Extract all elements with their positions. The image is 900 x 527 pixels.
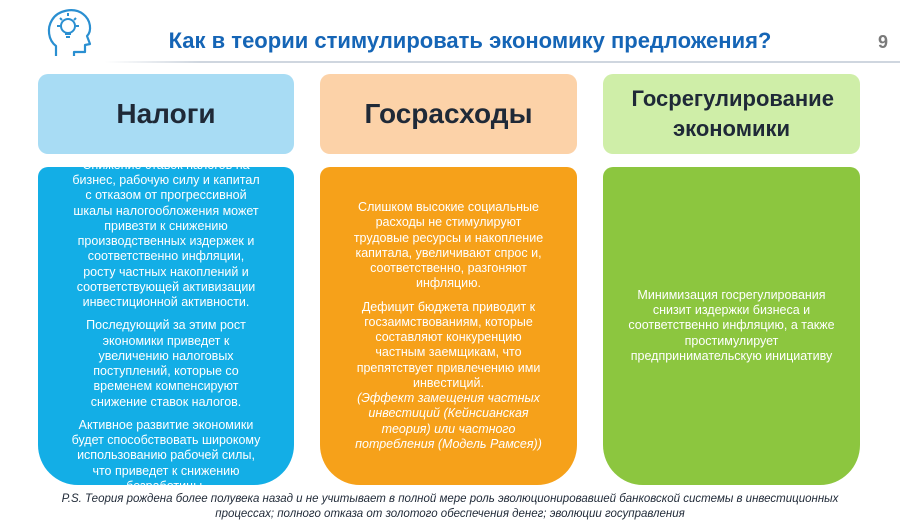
page-number: 9	[877, 32, 888, 52]
header-divider	[105, 61, 900, 63]
spending-paragraph: Дефицит бюджета приводит к госзаимствованиям, которые составляют конкуренцию частным заемщикам, что препятствует привлечению ими инвестиций.	[356, 299, 541, 390]
head-lightbulb-logo-icon	[44, 6, 94, 58]
footnote: P.S. Теория рождена более полувека назад и не учитывает в полной мере роль эволюционировавшей банковской системы в инвестиционных процессах; полного отказа от золотого обеспечения денег; эволюции госуправления	[61, 493, 839, 520]
taxes-card	[38, 157, 294, 493]
regulation-paragraph: Минимизация госрегулирования снизит издержки бизнеса и соответственно инфляцию, а также простимулирует предпринимательскую инициативу	[628, 287, 835, 363]
taxes-heading: Налоги	[38, 74, 294, 154]
spending-note: (Эффект замещения частных инвестиций (Кейнсианская теория) или частного потребления (Модель Рамсея))	[355, 391, 542, 451]
taxes-paragraph: Активное развитие экономики будет способствовать широкому использованию рабочей силы, что приведет к снижению безработицы.	[71, 417, 261, 493]
taxes-paragraph: Снижение ставок налогов на бизнес, рабочую силу и капитал с отказом от прогрессивной шкалы налогообложения может привезти к снижению производственных издержек и соответственно инфляции, росту частных накоплений и соответствующей активизации инвестиционной активности.	[72, 157, 260, 310]
regulation-heading-text: Госрегулирование экономики	[631, 86, 834, 141]
regulation-card	[603, 167, 860, 485]
spending-heading: Госрасходы	[320, 74, 577, 154]
spending-card	[320, 167, 577, 485]
taxes-paragraph: Последующий за этим рост экономики приведет к увеличению налоговых поступлений, которые со временем компенсируют снижение ставок налогов.	[86, 318, 246, 409]
page-title: Как в теории стимулировать экономику предложения?	[168, 28, 772, 53]
regulation-heading	[603, 74, 860, 154]
spending-paragraph: Слишком высокие социальные расходы не стимулируют трудовые ресурсы и накопление капитала, увеличивают спрос и, соответственно, разгоняют инфляцию.	[353, 200, 544, 291]
